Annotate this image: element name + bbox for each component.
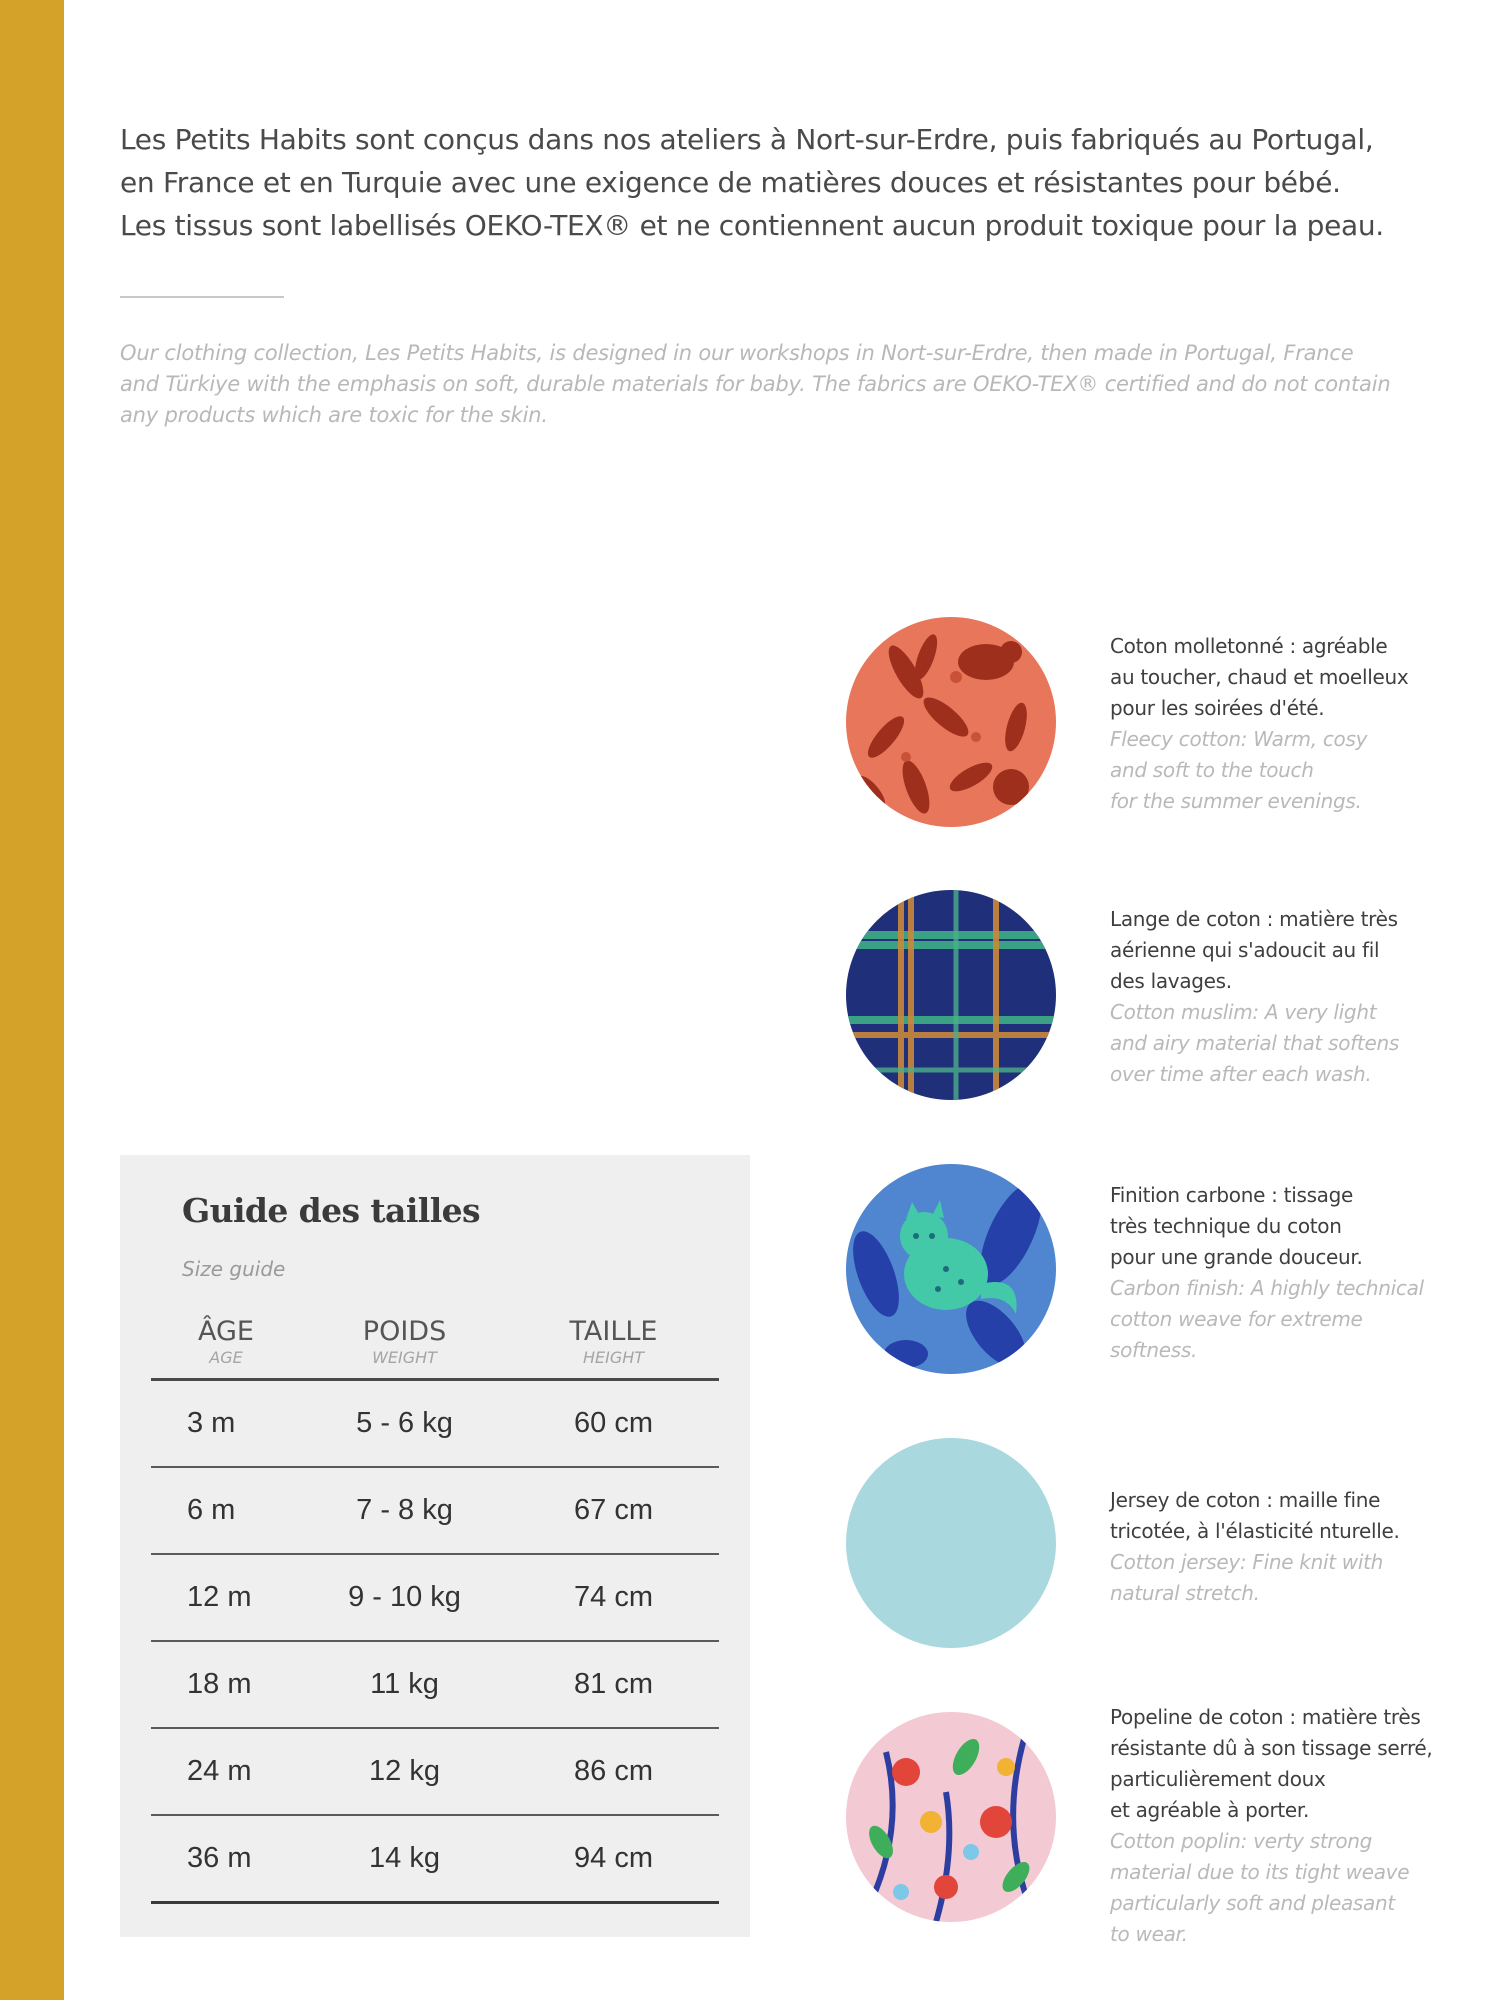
intro-english: [120, 338, 1391, 431]
fabric-en-line: softness.: [1110, 1338, 1198, 1362]
age-cell: 12 m: [187, 1581, 252, 1613]
fabric-fr-line: et agréable à porter.: [1110, 1798, 1310, 1822]
fabric-en-line: over time after each wash.: [1110, 1062, 1372, 1086]
table-row: [151, 1816, 719, 1904]
fabric-en-line: to wear.: [1110, 1922, 1188, 1946]
fabric-fr-line: des lavages.: [1110, 969, 1232, 993]
header-label: ÂGE: [198, 1316, 254, 1347]
weight-cell: 5 - 6 kg: [356, 1407, 453, 1439]
intro-en-line: Our clothing collection, Les Petits Habits, is designed in our workshops in Nort-sur-Erdre, then made in Portugal, France: [120, 341, 1354, 365]
size-guide-title: Guide des tailles: [182, 1191, 481, 1230]
carbon-finish-swatch-icon: [846, 1164, 1056, 1374]
header-label-en: AGE: [209, 1348, 243, 1367]
height-cell: 74 cm: [574, 1581, 653, 1613]
fabric-fr-line: Lange de coton : matière très: [1110, 907, 1398, 931]
intro-en-line: and Türkiye with the emphasis on soft, durable materials for baby. The fabrics are OEKO-TEX® certified and do not contain: [120, 372, 1391, 396]
table-row: [151, 1468, 719, 1555]
fabric-en-line: Fleecy cotton: Warm, cosy: [1110, 727, 1368, 751]
height-cell: 60 cm: [574, 1407, 653, 1439]
fabric-fr-line: très technique du coton: [1110, 1214, 1342, 1238]
fabric-en-line: natural stretch.: [1110, 1581, 1260, 1605]
fabric-fr-line: particulièrement doux: [1110, 1767, 1326, 1791]
height-cell: 94 cm: [574, 1842, 653, 1874]
poplin-description: [1110, 1702, 1440, 1950]
size-table: [151, 1315, 719, 1904]
age-cell: 24 m: [187, 1755, 252, 1787]
weight-cell: 9 - 10 kg: [348, 1581, 461, 1613]
fabric-en-line: Cotton muslim: A very light: [1110, 1000, 1377, 1024]
height-cell: 86 cm: [574, 1755, 653, 1787]
fabric-en-line: for the summer evenings.: [1110, 789, 1362, 813]
header-height: [508, 1315, 719, 1378]
fabric-fr-line: résistante dû à son tissage serré,: [1110, 1736, 1433, 1760]
header-label: TAILLE: [569, 1316, 658, 1347]
size-table-header: [151, 1315, 719, 1381]
weight-cell: 12 kg: [369, 1755, 440, 1787]
side-color-band: [0, 0, 64, 2000]
size-guide-subtitle: Size guide: [182, 1257, 286, 1281]
header-label-en: HEIGHT: [582, 1348, 645, 1367]
fabric-en-line: Cotton jersey: Fine knit with: [1110, 1550, 1384, 1574]
intro-french: [120, 118, 1384, 247]
height-cell: 81 cm: [574, 1668, 653, 1700]
size-guide-panel: [120, 1155, 750, 1937]
fabric-fr-line: au toucher, chaud et moelleux: [1110, 665, 1409, 689]
header-weight: [301, 1315, 508, 1378]
fabric-en-line: cotton weave for extreme: [1110, 1307, 1363, 1331]
fabric-fr-line: Finition carbone : tissage: [1110, 1183, 1354, 1207]
intro-fr-line: Les Petits Habits sont conçus dans nos ateliers à Nort-sur-Erdre, puis fabriqués au Portugal,: [120, 123, 1374, 156]
fabric-fr-line: tricotée, à l'élasticité nturelle.: [1110, 1519, 1400, 1543]
header-age: [151, 1315, 301, 1378]
fleece-description: [1110, 631, 1440, 817]
weight-cell: 14 kg: [369, 1842, 440, 1874]
intro-en-line: any products which are toxic for the skin.: [120, 403, 548, 427]
fabric-en-line: particularly soft and pleasant: [1110, 1891, 1395, 1915]
weight-cell: 11 kg: [370, 1668, 439, 1700]
age-cell: 6 m: [187, 1494, 236, 1526]
fabric-fr-line: Jersey de coton : maille fine: [1110, 1488, 1381, 1512]
age-cell: 3 m: [187, 1407, 236, 1439]
height-cell: 67 cm: [574, 1494, 653, 1526]
jersey-description: [1110, 1485, 1440, 1609]
age-cell: 36 m: [187, 1842, 252, 1874]
fabric-en-line: material due to its tight weave: [1110, 1860, 1410, 1884]
table-row: [151, 1729, 719, 1816]
fabric-en-line: Cotton poplin: verty strong: [1110, 1829, 1373, 1853]
header-label: POIDS: [362, 1316, 447, 1347]
intro-fr-line: en France et en Turquie avec une exigence de matières douces et résistantes pour bébé.: [120, 166, 1341, 199]
poplin-floral-swatch-icon: [846, 1712, 1056, 1922]
table-row: [151, 1555, 719, 1642]
divider: [120, 296, 284, 298]
fabric-fr-line: aérienne qui s'adoucit au fil: [1110, 938, 1380, 962]
fabric-fr-line: Coton molletonné : agréable: [1110, 634, 1388, 658]
muslin-plaid-swatch-icon: [846, 890, 1056, 1100]
header-label-en: WEIGHT: [372, 1348, 437, 1367]
table-row: [151, 1642, 719, 1729]
table-row: [151, 1381, 719, 1468]
muslin-description: [1110, 904, 1440, 1090]
age-cell: 18 m: [187, 1668, 252, 1700]
fabric-fr-line: pour les soirées d'été.: [1110, 696, 1325, 720]
fabric-en-line: Carbon finish: A highly technical: [1110, 1276, 1424, 1300]
intro-fr-line: Les tissus sont labellisés OEKO-TEX® et ne contiennent aucun produit toxique pour la peau.: [120, 209, 1384, 242]
fabric-fr-line: Popeline de coton : matière très: [1110, 1705, 1421, 1729]
carbon-description: [1110, 1180, 1440, 1366]
jersey-swatch-icon: [846, 1438, 1056, 1648]
fabric-fr-line: pour une grande douceur.: [1110, 1245, 1363, 1269]
fabric-en-line: and soft to the touch: [1110, 758, 1314, 782]
fabric-en-line: and airy material that softens: [1110, 1031, 1399, 1055]
weight-cell: 7 - 8 kg: [356, 1494, 453, 1526]
fleece-swatch-icon: [846, 617, 1056, 827]
